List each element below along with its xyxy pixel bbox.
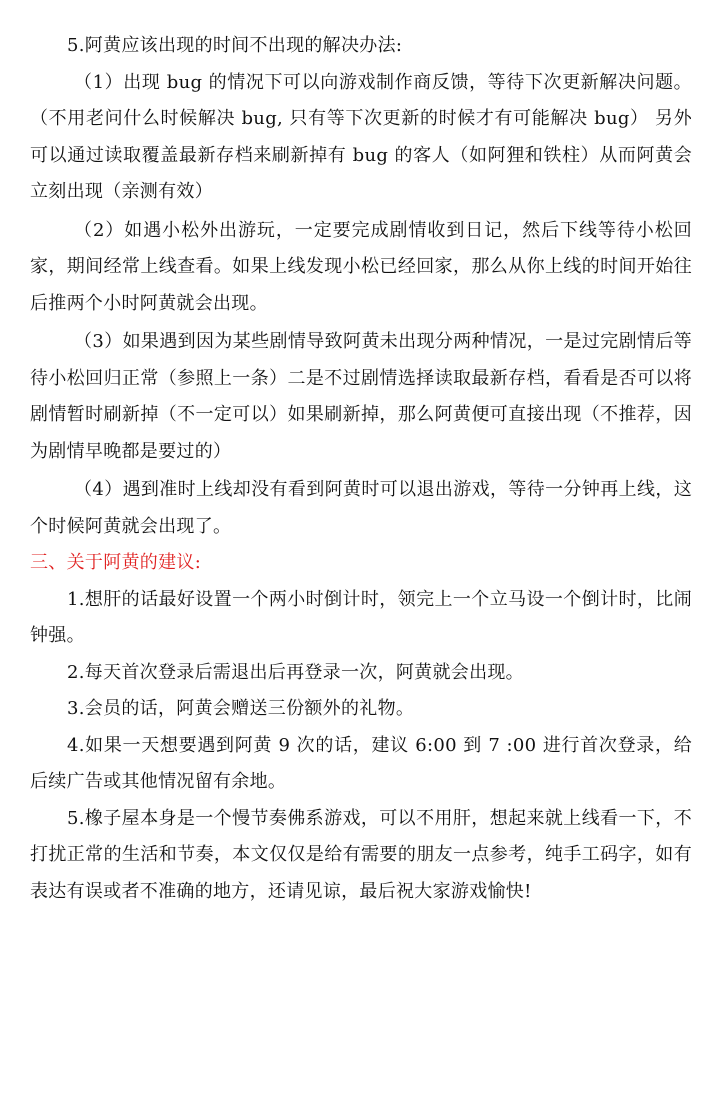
suggestion-3: 3.会员的话，阿黄会赠送三份额外的礼物。 bbox=[67, 698, 415, 719]
solution-item-4: （4）遇到准时上线却没有看到阿黄时可以退出游戏，等待一分钟再上线，这个时候阿黄就会出现了。 bbox=[30, 479, 692, 537]
solution-title: 5.阿黄应该出现的时间不出现的解决办法: bbox=[67, 35, 403, 56]
suggestion-4: 4.如果一天想要遇到阿黄 9 次的话，建议 6:00 到 7 :00 进行首次登录，给后续广告或其他情况留有余地。 bbox=[30, 734, 692, 792]
suggestion-2: 2.每天首次登录后需退出后再登录一次，阿黄就会出现。 bbox=[67, 661, 524, 683]
solution-item-2: （2）如遇小松外出游玩，一定要完成剧情收到日记，然后下线等待小松回家，期间经常上线查看。如果上线发现小松已经回家，那么从你上线的时间开始往后推两个小时阿黄就会出现。 bbox=[30, 219, 692, 314]
section-heading: 三、关于阿黄的建议: bbox=[30, 552, 202, 573]
suggestion-5: 5.橡子屋本身是一个慢节奏佛系游戏，可以不用肝，想起来就上线看一下，不打扰正常的生活和节奏，本文仅仅是给有需要的朋友一点参考，纯手工码字，如有表达有误或者不准确的地方，还请见谅，最后祝大家游戏愉快! bbox=[30, 807, 692, 902]
solution-item-3: （3）如果遇到因为某些剧情导致阿黄未出现分两种情况，一是过完剧情后等待小松回归正常（参照上一条）二是不过剧情选择读取最新存档，看看是否可以将剧情暂时刷新掉（不一定可以）如果刷新掉，那么阿黄便可直接出现（不推荐，因为剧情早晚都是要过的） bbox=[30, 331, 692, 462]
solution-item-1: （1）出现 bug 的情况下可以向游戏制作商反馈，等待下次更新解决问题。（不用老问什么时候解决 bug, 只有等下次更新的时候才有可能解决 bug） 另外可以通过读取覆盖最新存档来刷新掉有 bug 的客人（如阿狸和铁柱）从而阿黄会立刻出现（亲测有效） bbox=[30, 71, 692, 202]
suggestion-1: 1.想肝的话最好设置一个两小时倒计时，领完上一个立马设一个倒计时，比闹钟强。 bbox=[30, 588, 692, 646]
